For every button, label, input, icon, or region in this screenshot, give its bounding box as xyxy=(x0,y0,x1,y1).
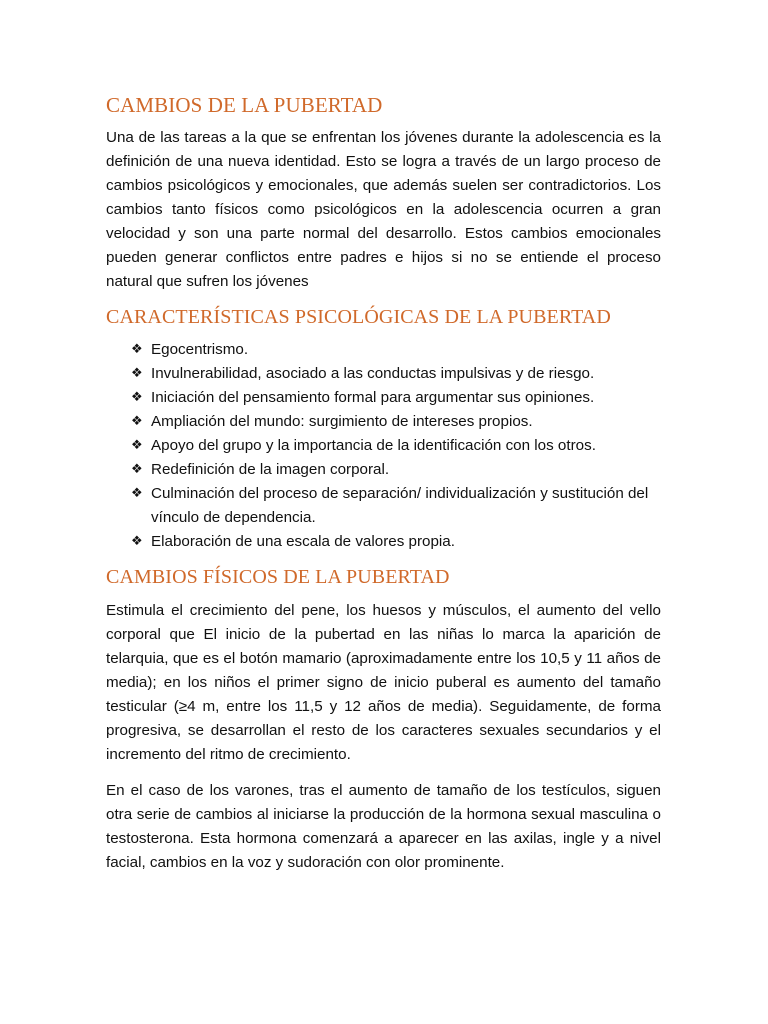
list-item xyxy=(106,530,661,554)
list-item-text: Egocentrismo. xyxy=(151,341,249,358)
diamond-bullet-icon: ❖ xyxy=(131,414,143,429)
document-title: CAMBIOS DE LA PUBERTAD xyxy=(106,93,383,117)
intro-paragraph: Una de las tareas a la que se enfrentan los jóvenes durante la adolescencia es la definición de una nueva identidad. Esto se logra a través de un largo proceso de cambios psicológicos y emocionales, que además suelen ser contradictorios. Los cambios tanto físicos como psicológicos en la adolescencia ocurren a gran velocidad y son una parte normal del desarrollo. Estos cambios emocionales pueden generar conflictos entre padres e hijos si no se entiende el proceso natural que sufren los jóvenes xyxy=(106,129,661,290)
physical-heading: CAMBIOS FÍSICOS DE LA PUBERTAD xyxy=(106,566,450,588)
list-item xyxy=(106,386,661,410)
list-item xyxy=(106,410,661,434)
list-item xyxy=(106,362,661,386)
list-item xyxy=(106,458,661,482)
physical-paragraph-1: Estimula el crecimiento del pene, los huesos y músculos, el aumento del vello corporal que El inicio de la pubertad en las niñas lo marca la aparición de telarquia, que es el botón mamario (aproximadamente entre los 10,5 y 11 años de media); en los niños el primer signo de inicio puberal es aumento del tamaño testicular (≥4 m, entre los 11,5 y 12 años de media). Seguidamente, de forma progresiva, se desarrollan el resto de los caracteres sexuales secundarios y el incremento del ritmo de crecimiento. xyxy=(106,602,661,763)
physical-paragraph-2: En el caso de los varones, tras el aumento de tamaño de los testículos, siguen otra serie de cambios al iniciarse la producción de la hormona sexual masculina o testosterona. Esta hormona comenzará a aparecer en las axilas, ingle y a nivel facial, cambios en la voz y sudoración con olor prominente. xyxy=(106,782,661,871)
diamond-bullet-icon: ❖ xyxy=(131,366,143,381)
list-item-text: Redefinición de la imagen corporal. xyxy=(151,461,390,478)
list-item-text: Ampliación del mundo: surgimiento de intereses propios. xyxy=(151,413,533,430)
diamond-bullet-icon: ❖ xyxy=(131,342,143,357)
document-page xyxy=(106,92,661,875)
list-item-text: Elaboración de una escala de valores propia. xyxy=(151,533,455,550)
list-item-text: Invulnerabilidad, asociado a las conductas impulsivas y de riesgo. xyxy=(151,365,595,382)
list-item-text: Culminación del proceso de separación/ individualización y sustitución del vínculo de dependencia. xyxy=(151,485,649,526)
list-item xyxy=(106,482,661,530)
list-item-text: Apoyo del grupo y la importancia de la identificación con los otros. xyxy=(151,437,596,454)
psychological-heading: CARACTERÍSTICAS PSICOLÓGICAS DE LA PUBERTAD xyxy=(106,306,611,328)
diamond-bullet-icon: ❖ xyxy=(131,438,143,453)
diamond-bullet-icon: ❖ xyxy=(131,462,143,477)
list-item xyxy=(106,434,661,458)
list-item xyxy=(106,338,661,362)
list-item-text: Iniciación del pensamiento formal para argumentar sus opiniones. xyxy=(151,389,595,406)
diamond-bullet-icon: ❖ xyxy=(131,534,143,549)
diamond-bullet-icon: ❖ xyxy=(131,390,143,405)
diamond-bullet-icon: ❖ xyxy=(131,486,143,501)
psychological-list xyxy=(106,338,661,554)
